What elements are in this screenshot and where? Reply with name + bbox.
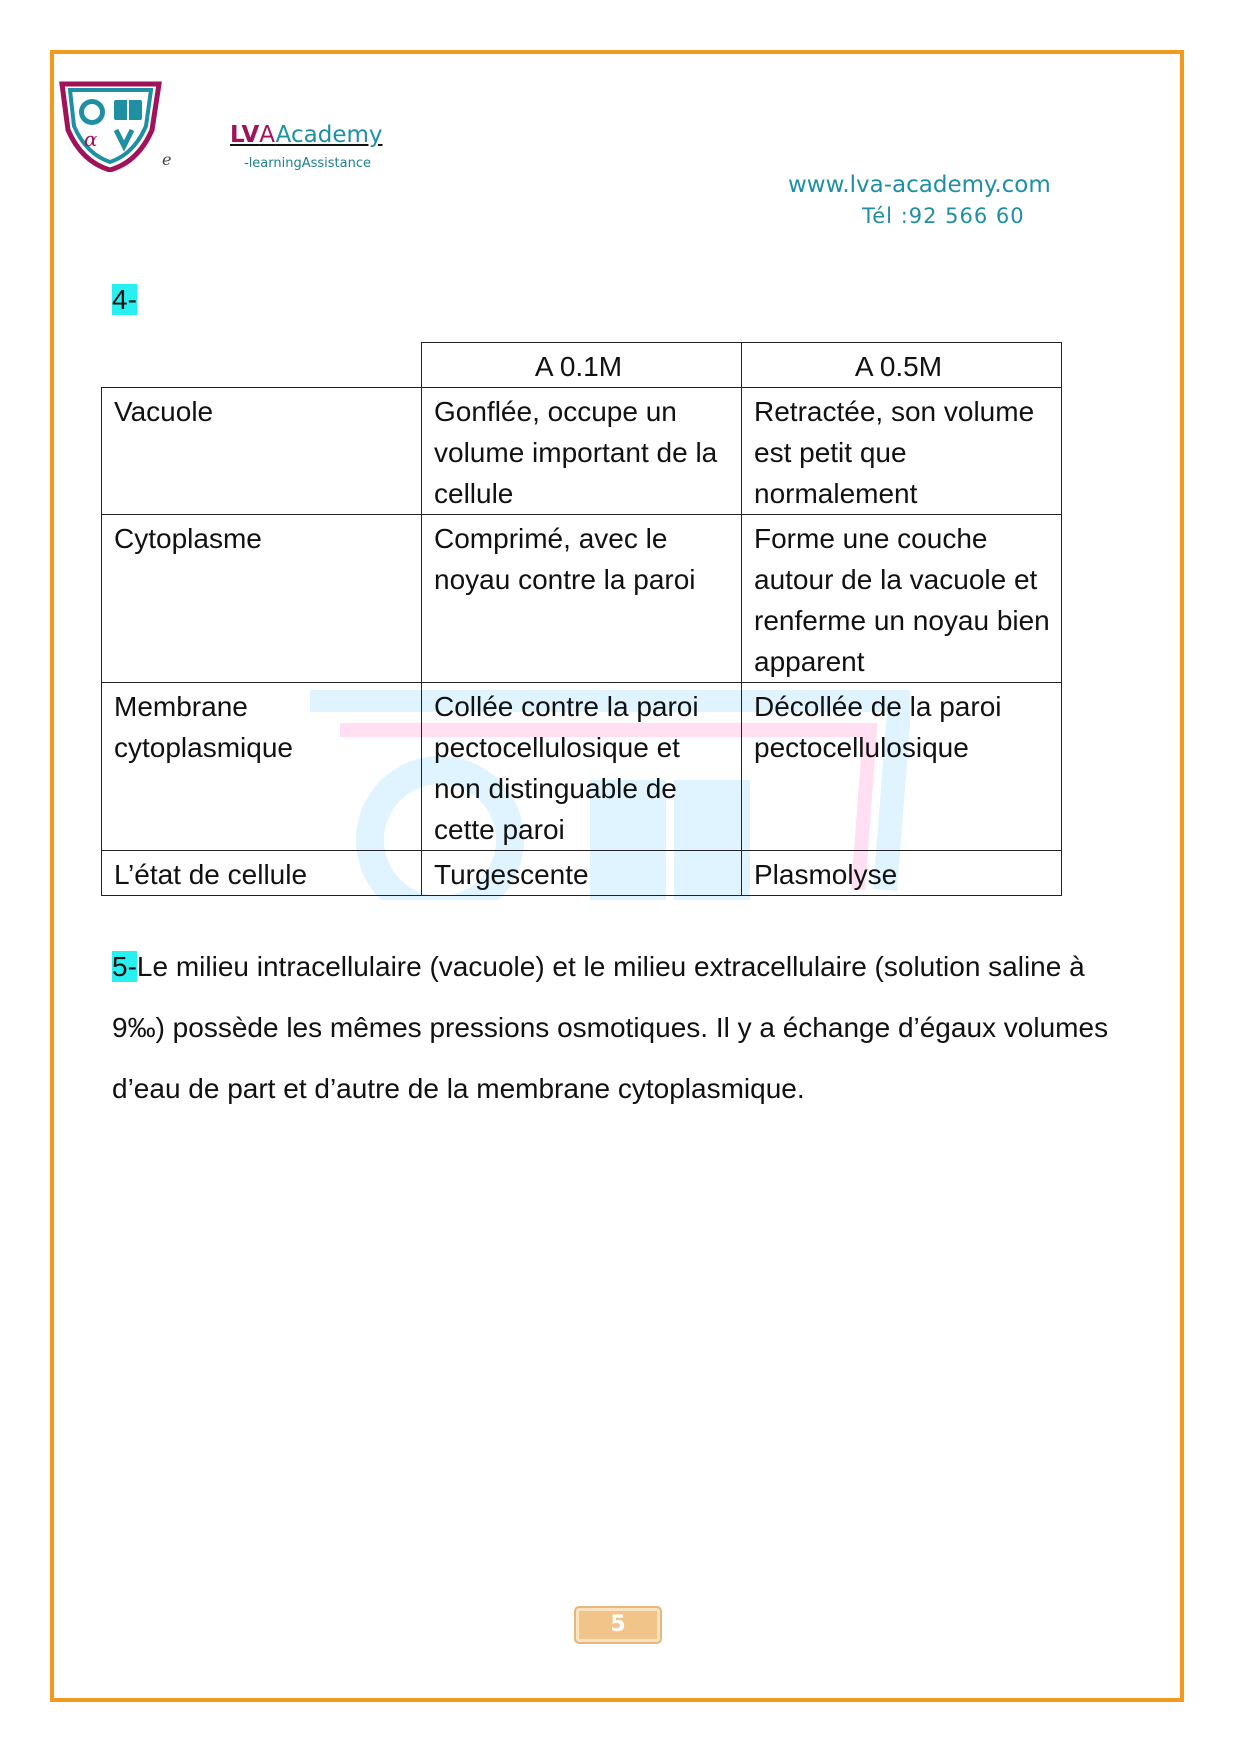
academy-shield-logo bbox=[58, 80, 163, 172]
logo-letter: e bbox=[162, 150, 172, 169]
page-number-badge: 5 bbox=[574, 1606, 662, 1644]
row-label: Cytoplasme bbox=[102, 515, 422, 683]
brand-tagline: -learningAssistance bbox=[244, 156, 371, 171]
table-corner-cell bbox=[102, 343, 422, 388]
brand-name[interactable] bbox=[230, 122, 383, 148]
table-row bbox=[102, 515, 1062, 683]
row-label: Vacuole bbox=[102, 388, 422, 515]
table-row bbox=[102, 851, 1062, 896]
table-row bbox=[102, 683, 1062, 851]
website-link[interactable]: www.lva-academy.com bbox=[788, 172, 1051, 198]
cell-0-1m: Turgescente bbox=[422, 851, 742, 896]
brand-academy: Academy bbox=[275, 122, 383, 148]
question-4-number: 4- bbox=[112, 284, 137, 315]
brand-a: A bbox=[259, 122, 276, 148]
cell-0-1m: Collée contre la paroi pectocellulosique et non distinguable de cette paroi bbox=[422, 683, 742, 851]
table-row bbox=[102, 388, 1062, 515]
answer-5-paragraph bbox=[112, 936, 1132, 1119]
cell-0-5m: Décollée de la paroi pectocellulosique bbox=[742, 683, 1062, 851]
header-a-0-1m: A 0.1M bbox=[422, 343, 742, 388]
cell-0-5m: Plasmolyse bbox=[742, 851, 1062, 896]
row-label: L’état de cellule bbox=[102, 851, 422, 896]
question-5-number: 5- bbox=[112, 951, 137, 982]
phone-number: Tél :92 566 60 bbox=[862, 204, 1025, 228]
cell-0-1m: Comprimé, avec le noyau contre la paroi bbox=[422, 515, 742, 683]
cell-0-5m: Forme une couche autour de la vacuole et renferme un noyau bien apparent bbox=[742, 515, 1062, 683]
brand-lv: LV bbox=[230, 122, 260, 148]
header-a-0-5m: A 0.5M bbox=[742, 343, 1062, 388]
svg-text:α: α bbox=[84, 127, 98, 151]
row-label: Membrane cytoplasmique bbox=[102, 683, 422, 851]
results-table bbox=[101, 342, 1062, 896]
cell-0-5m: Retractée, son volume est petit que normalement bbox=[742, 388, 1062, 515]
table-header-row bbox=[102, 343, 1062, 388]
answer-5-text: Le milieu intracellulaire (vacuole) et le milieu extracellulaire (solution saline à 9‰) possède les mêmes pressions osmotiques. Il y a échange d’égaux volumes d’eau de part et d’autre de la membrane cytoplasmique. bbox=[112, 951, 1109, 1104]
cell-0-1m: Gonflée, occupe un volume important de la cellule bbox=[422, 388, 742, 515]
